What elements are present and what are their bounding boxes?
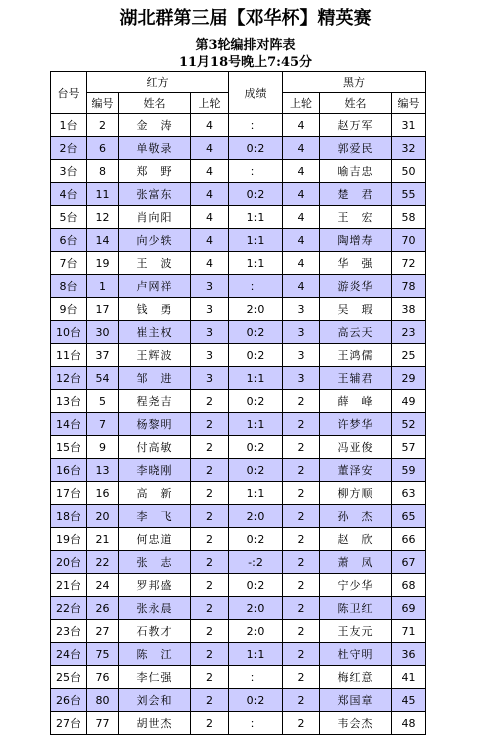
red-prev-cell: 3 — [191, 344, 229, 367]
red-name-cell: 张 志 — [119, 551, 191, 574]
red-prev-cell: 3 — [191, 321, 229, 344]
result-cell: ： — [229, 666, 283, 689]
result-cell: 0:2 — [229, 344, 283, 367]
red-name-cell: 罗邦盛 — [119, 574, 191, 597]
red-name-cell: 陈 江 — [119, 643, 191, 666]
red-name-cell: 钱 勇 — [119, 298, 191, 321]
result-cell: 1:1 — [229, 252, 283, 275]
black-name-cell: 王友元 — [320, 620, 392, 643]
red-number-cell: 26 — [87, 597, 119, 620]
black-number-cell: 65 — [392, 505, 426, 528]
black-name-cell: 楚 君 — [320, 183, 392, 206]
red-prev-cell: 2 — [191, 505, 229, 528]
table-no-cell: 23台 — [51, 620, 87, 643]
red-number-cell: 2 — [87, 114, 119, 137]
black-name-cell: 喻吉忠 — [320, 160, 392, 183]
black-number-cell: 23 — [392, 321, 426, 344]
header-black: 黑方 — [283, 72, 426, 93]
black-number-cell: 72 — [392, 252, 426, 275]
header-black-name: 姓名 — [320, 93, 392, 114]
black-number-cell: 38 — [392, 298, 426, 321]
red-prev-cell: 3 — [191, 367, 229, 390]
result-cell: 2:0 — [229, 505, 283, 528]
black-prev-cell: 4 — [283, 252, 320, 275]
result-cell: -:2 — [229, 551, 283, 574]
result-cell: 0:2 — [229, 528, 283, 551]
red-name-cell: 金 涛 — [119, 114, 191, 137]
black-number-cell: 66 — [392, 528, 426, 551]
red-prev-cell: 2 — [191, 643, 229, 666]
table-no-cell: 13台 — [51, 390, 87, 413]
black-number-cell: 45 — [392, 689, 426, 712]
red-number-cell: 37 — [87, 344, 119, 367]
red-number-cell: 12 — [87, 206, 119, 229]
red-number-cell: 21 — [87, 528, 119, 551]
table-row — [51, 229, 426, 252]
black-prev-cell: 3 — [283, 321, 320, 344]
table-row — [51, 344, 426, 367]
black-number-cell: 50 — [392, 160, 426, 183]
result-cell: 1:1 — [229, 413, 283, 436]
black-name-cell: 赵万军 — [320, 114, 392, 137]
black-number-cell: 36 — [392, 643, 426, 666]
black-name-cell: 薛 峰 — [320, 390, 392, 413]
result-cell: 0:2 — [229, 137, 283, 160]
red-name-cell: 杨黎明 — [119, 413, 191, 436]
red-prev-cell: 2 — [191, 574, 229, 597]
red-prev-cell: 3 — [191, 298, 229, 321]
header-red-name: 姓名 — [119, 93, 191, 114]
black-prev-cell: 2 — [283, 666, 320, 689]
schedule-time: 11月18号晚上7:45分 — [178, 55, 313, 70]
table-no-cell: 6台 — [51, 229, 87, 252]
red-name-cell: 张富东 — [119, 183, 191, 206]
table-row — [51, 482, 426, 505]
table-no-cell: 17台 — [51, 482, 87, 505]
red-number-cell: 7 — [87, 413, 119, 436]
black-number-cell: 78 — [392, 275, 426, 298]
red-prev-cell: 4 — [191, 229, 229, 252]
table-no-cell: 1台 — [51, 114, 87, 137]
black-name-cell: 冯亚俊 — [320, 436, 392, 459]
red-prev-cell: 2 — [191, 666, 229, 689]
black-number-cell: 29 — [392, 367, 426, 390]
red-name-cell: 高 新 — [119, 482, 191, 505]
red-prev-cell: 2 — [191, 459, 229, 482]
black-prev-cell: 2 — [283, 643, 320, 666]
red-prev-cell: 2 — [191, 620, 229, 643]
table-row — [51, 160, 426, 183]
table-no-cell: 10台 — [51, 321, 87, 344]
red-name-cell: 胡世杰 — [119, 712, 191, 735]
black-name-cell: 陶增寿 — [320, 229, 392, 252]
round-subtitle: 第3轮编排对阵表 — [195, 38, 296, 53]
black-number-cell: 32 — [392, 137, 426, 160]
table-row — [51, 413, 426, 436]
black-number-cell: 63 — [392, 482, 426, 505]
red-number-cell: 76 — [87, 666, 119, 689]
header-black-number: 编号 — [392, 93, 426, 114]
pairing-rows — [51, 114, 426, 735]
black-number-cell: 67 — [392, 551, 426, 574]
black-name-cell: 萧 凤 — [320, 551, 392, 574]
black-name-cell: 梅红意 — [320, 666, 392, 689]
black-prev-cell: 4 — [283, 206, 320, 229]
header-result: 成绩 — [229, 72, 283, 114]
table-no-cell: 24台 — [51, 643, 87, 666]
red-name-cell: 单敬录 — [119, 137, 191, 160]
result-cell: ： — [229, 712, 283, 735]
result-cell: 0:2 — [229, 459, 283, 482]
red-name-cell: 向少轶 — [119, 229, 191, 252]
black-name-cell: 郑国章 — [320, 689, 392, 712]
result-cell: 1:1 — [229, 367, 283, 390]
table-no-cell: 9台 — [51, 298, 87, 321]
red-name-cell: 张永晨 — [119, 597, 191, 620]
black-name-cell: 高云天 — [320, 321, 392, 344]
result-cell: 1:1 — [229, 643, 283, 666]
table-row — [51, 298, 426, 321]
red-name-cell: 李 飞 — [119, 505, 191, 528]
red-name-cell: 肖向阳 — [119, 206, 191, 229]
black-prev-cell: 4 — [283, 275, 320, 298]
black-prev-cell: 2 — [283, 712, 320, 735]
result-cell: 2:0 — [229, 620, 283, 643]
black-name-cell: 柳方顺 — [320, 482, 392, 505]
black-prev-cell: 3 — [283, 298, 320, 321]
result-cell: ： — [229, 160, 283, 183]
red-number-cell: 19 — [87, 252, 119, 275]
red-number-cell: 54 — [87, 367, 119, 390]
red-name-cell: 石教才 — [119, 620, 191, 643]
black-name-cell: 韦会杰 — [320, 712, 392, 735]
red-name-cell: 郑 野 — [119, 160, 191, 183]
red-prev-cell: 2 — [191, 528, 229, 551]
black-prev-cell: 4 — [283, 183, 320, 206]
red-name-cell: 王 波 — [119, 252, 191, 275]
result-cell: 0:2 — [229, 183, 283, 206]
table-row — [51, 367, 426, 390]
red-name-cell: 王辉波 — [119, 344, 191, 367]
black-prev-cell: 2 — [283, 413, 320, 436]
table-row — [51, 114, 426, 137]
black-number-cell: 59 — [392, 459, 426, 482]
table-no-cell: 7台 — [51, 252, 87, 275]
black-number-cell: 57 — [392, 436, 426, 459]
table-row — [51, 137, 426, 160]
black-prev-cell: 4 — [283, 114, 320, 137]
red-prev-cell: 4 — [191, 160, 229, 183]
table-no-cell: 4台 — [51, 183, 87, 206]
result-cell: 1:1 — [229, 482, 283, 505]
black-prev-cell: 2 — [283, 689, 320, 712]
table-no-cell: 14台 — [51, 413, 87, 436]
result-cell: 1:1 — [229, 206, 283, 229]
table-no-cell: 25台 — [51, 666, 87, 689]
black-prev-cell: 2 — [283, 459, 320, 482]
red-number-cell: 11 — [87, 183, 119, 206]
red-prev-cell: 3 — [191, 275, 229, 298]
black-number-cell: 49 — [392, 390, 426, 413]
red-number-cell: 17 — [87, 298, 119, 321]
table-no-cell: 2台 — [51, 137, 87, 160]
black-name-cell: 孙 杰 — [320, 505, 392, 528]
table-row — [51, 321, 426, 344]
red-prev-cell: 2 — [191, 482, 229, 505]
black-number-cell: 58 — [392, 206, 426, 229]
black-name-cell: 董泽安 — [320, 459, 392, 482]
red-prev-cell: 2 — [191, 551, 229, 574]
red-number-cell: 13 — [87, 459, 119, 482]
result-cell: ： — [229, 114, 283, 137]
table-row — [51, 390, 426, 413]
table-no-cell: 11台 — [51, 344, 87, 367]
black-name-cell: 王鸿儒 — [320, 344, 392, 367]
black-prev-cell: 4 — [283, 137, 320, 160]
table-row — [51, 574, 426, 597]
table-row — [51, 459, 426, 482]
table-row — [51, 689, 426, 712]
result-cell: 0:2 — [229, 574, 283, 597]
black-name-cell: 郭爱民 — [320, 137, 392, 160]
red-name-cell: 卢网祥 — [119, 275, 191, 298]
black-number-cell: 52 — [392, 413, 426, 436]
result-cell: 1:1 — [229, 229, 283, 252]
table-row — [51, 252, 426, 275]
header-red: 红方 — [87, 72, 229, 93]
table-row — [51, 666, 426, 689]
black-number-cell: 55 — [392, 183, 426, 206]
red-number-cell: 30 — [87, 321, 119, 344]
red-prev-cell: 2 — [191, 413, 229, 436]
table-row — [51, 275, 426, 298]
red-number-cell: 75 — [87, 643, 119, 666]
black-name-cell: 许梦华 — [320, 413, 392, 436]
red-number-cell: 6 — [87, 137, 119, 160]
black-number-cell: 31 — [392, 114, 426, 137]
black-name-cell: 杜守明 — [320, 643, 392, 666]
table-no-cell: 22台 — [51, 597, 87, 620]
header-red-number: 编号 — [87, 93, 119, 114]
black-name-cell: 吴 瑕 — [320, 298, 392, 321]
black-name-cell: 宁少华 — [320, 574, 392, 597]
table-no-cell: 15台 — [51, 436, 87, 459]
result-cell: 0:2 — [229, 436, 283, 459]
red-name-cell: 邹 进 — [119, 367, 191, 390]
black-name-cell: 陈卫红 — [320, 597, 392, 620]
black-number-cell: 70 — [392, 229, 426, 252]
red-name-cell: 李晓刚 — [119, 459, 191, 482]
red-name-cell: 程尧吉 — [119, 390, 191, 413]
table-no-cell: 16台 — [51, 459, 87, 482]
page-title: 湖北群第三届【邓华杯】精英赛 — [119, 8, 372, 29]
black-name-cell: 王辅君 — [320, 367, 392, 390]
red-number-cell: 24 — [87, 574, 119, 597]
black-number-cell: 71 — [392, 620, 426, 643]
table-no-cell: 26台 — [51, 689, 87, 712]
table-row — [51, 505, 426, 528]
black-name-cell: 王 宏 — [320, 206, 392, 229]
result-cell: ： — [229, 275, 283, 298]
table-row — [51, 551, 426, 574]
red-number-cell: 14 — [87, 229, 119, 252]
red-prev-cell: 2 — [191, 390, 229, 413]
black-number-cell: 41 — [392, 666, 426, 689]
red-prev-cell: 4 — [191, 252, 229, 275]
table-row — [51, 528, 426, 551]
black-prev-cell: 4 — [283, 229, 320, 252]
black-number-cell: 48 — [392, 712, 426, 735]
red-name-cell: 刘会和 — [119, 689, 191, 712]
pairing-table — [50, 71, 426, 735]
red-prev-cell: 4 — [191, 183, 229, 206]
red-number-cell: 77 — [87, 712, 119, 735]
red-prev-cell: 2 — [191, 597, 229, 620]
black-name-cell: 华 强 — [320, 252, 392, 275]
black-number-cell: 69 — [392, 597, 426, 620]
red-name-cell: 李仁强 — [119, 666, 191, 689]
table-row — [51, 597, 426, 620]
red-number-cell: 16 — [87, 482, 119, 505]
black-prev-cell: 2 — [283, 390, 320, 413]
result-cell: 0:2 — [229, 390, 283, 413]
red-number-cell: 8 — [87, 160, 119, 183]
red-prev-cell: 2 — [191, 712, 229, 735]
table-row — [51, 643, 426, 666]
table-no-cell: 12台 — [51, 367, 87, 390]
result-cell: 2:0 — [229, 597, 283, 620]
red-prev-cell: 4 — [191, 114, 229, 137]
black-number-cell: 25 — [392, 344, 426, 367]
table-no-cell: 27台 — [51, 712, 87, 735]
table-row — [51, 436, 426, 459]
table-no-cell: 8台 — [51, 275, 87, 298]
result-cell: 0:2 — [229, 689, 283, 712]
black-prev-cell: 2 — [283, 505, 320, 528]
black-prev-cell: 2 — [283, 482, 320, 505]
red-prev-cell: 4 — [191, 137, 229, 160]
red-number-cell: 20 — [87, 505, 119, 528]
black-prev-cell: 2 — [283, 597, 320, 620]
red-number-cell: 5 — [87, 390, 119, 413]
table-no-cell: 20台 — [51, 551, 87, 574]
red-name-cell: 何忠道 — [119, 528, 191, 551]
table-no-cell: 19台 — [51, 528, 87, 551]
header-black-prev: 上轮 — [283, 93, 320, 114]
table-no-cell: 21台 — [51, 574, 87, 597]
table-row — [51, 183, 426, 206]
black-prev-cell: 2 — [283, 620, 320, 643]
table-no-cell: 3台 — [51, 160, 87, 183]
table-no-cell: 18台 — [51, 505, 87, 528]
black-prev-cell: 2 — [283, 528, 320, 551]
black-prev-cell: 2 — [283, 574, 320, 597]
red-number-cell: 80 — [87, 689, 119, 712]
black-prev-cell: 3 — [283, 344, 320, 367]
red-prev-cell: 2 — [191, 436, 229, 459]
red-number-cell: 27 — [87, 620, 119, 643]
black-number-cell: 68 — [392, 574, 426, 597]
table-row — [51, 712, 426, 735]
red-number-cell: 22 — [87, 551, 119, 574]
black-prev-cell: 2 — [283, 551, 320, 574]
red-number-cell: 1 — [87, 275, 119, 298]
table-no-cell: 5台 — [51, 206, 87, 229]
red-prev-cell: 4 — [191, 206, 229, 229]
red-number-cell: 9 — [87, 436, 119, 459]
black-prev-cell: 3 — [283, 367, 320, 390]
table-row — [51, 620, 426, 643]
red-name-cell: 付高敏 — [119, 436, 191, 459]
black-prev-cell: 4 — [283, 160, 320, 183]
red-prev-cell: 2 — [191, 689, 229, 712]
header-table-no: 台号 — [51, 72, 87, 114]
black-name-cell: 赵 欣 — [320, 528, 392, 551]
table-row — [51, 206, 426, 229]
result-cell: 0:2 — [229, 321, 283, 344]
red-name-cell: 崔主权 — [119, 321, 191, 344]
result-cell: 2:0 — [229, 298, 283, 321]
black-name-cell: 游炎华 — [320, 275, 392, 298]
black-prev-cell: 2 — [283, 436, 320, 459]
header-red-prev: 上轮 — [191, 93, 229, 114]
